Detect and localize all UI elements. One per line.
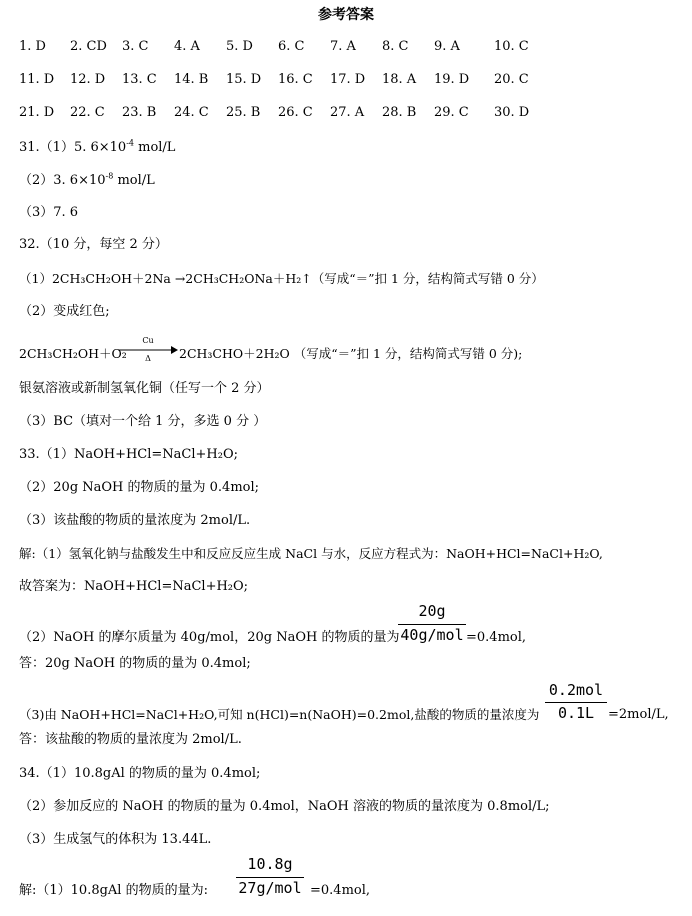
answer-item: 6. C (278, 39, 305, 54)
q34-solution-1-result: =0.4mol, (310, 883, 371, 898)
q32-answer-2: （2）变成红色; (19, 304, 110, 319)
answer-item: 10. C (494, 39, 529, 54)
fraction-bar (236, 877, 304, 878)
answer-item: 20. C (494, 72, 529, 87)
answer-item: 14. B (174, 72, 209, 87)
answer-item: 4. A (174, 39, 200, 54)
answer-item: 1. D (19, 39, 46, 54)
q33-solution-3-result: =0.4mol, (466, 630, 527, 645)
answer-item: 17. D (330, 72, 366, 87)
q34-answer-3: （3）生成氢气的体积为 13.44L. (19, 832, 212, 847)
q33-solution-3-text: （2）NaOH 的摩尔质量为 40g/mol，20g NaOH 的物质的量为 (19, 630, 400, 645)
answer-item: 27. A (330, 105, 365, 120)
answer-item: 9. A (434, 39, 460, 54)
q33-solution-4: 答：20g NaOH 的物质的量为 0.4mol; (19, 656, 251, 671)
answer-item: 5. D (226, 39, 253, 54)
answer-item: 25. B (226, 105, 261, 120)
answer-item: 12. D (70, 72, 106, 87)
answer-item: 15. D (226, 72, 262, 87)
answer-item: 8. C (382, 39, 409, 54)
answer-item: 30. D (494, 105, 530, 120)
q31-line-2: （2）3. $6\times 10^{-8}$ mol/L (19, 171, 155, 188)
answer-item: 26. C (278, 105, 313, 120)
fraction-bar (545, 702, 607, 703)
q33-solution-5-result: =2mol/L, (608, 707, 669, 722)
q33-solution-2: 故答案为：NaOH+HCl=NaCl+H₂O; (19, 579, 249, 594)
answer-item: 24. C (174, 105, 209, 120)
q33-solution-1: 解:（1）氢氧化钠与盐酸发生中和反应反应生成 NaCl 与水，反应方程式为：NaOH+HCl=NaCl+H₂O, (19, 546, 603, 561)
q33-answer-2: （2）20g NaOH 的物质的量为 0.4mol; (19, 480, 260, 495)
fraction-numerator: 0.2mol (548, 681, 604, 699)
fraction-denominator: 0.1L (557, 704, 595, 722)
q32-equation-left: 2CH₃CH₂OH＋O₂ (19, 346, 127, 361)
q34-solution-1-text: 解:（1）10.8gAl 的物质的量为: (19, 883, 208, 898)
q34-answer-1: 34.（1）10.8gAl 的物质的量为 0.4mol; (19, 766, 261, 781)
q33-answer-3: （3）该盐酸的物质的量浓度为 2mol/L. (19, 513, 251, 528)
arrow-condition: Δ (145, 354, 151, 363)
answer-item: 7. A (330, 39, 356, 54)
fraction-denominator: 40g/mol (400, 626, 464, 644)
fraction-numerator: 10.8g (247, 855, 293, 873)
reaction-arrow (118, 336, 178, 366)
q32-answer-3: （3）BC（填对一个给 1 分，多选 0 分 ） (19, 414, 267, 429)
answer-item: 2. CD (70, 39, 107, 54)
answer-item: 29. C (434, 105, 469, 120)
answer-item: 13. C (122, 72, 157, 87)
q33-solution-5-text: （3)由 NaOH+HCl=NaCl+H₂O,可知 n(HCl)=n(NaOH)=0.2mol,盐酸的物质的量浓度为 (19, 707, 540, 722)
answer-item: 18. A (382, 72, 417, 87)
fraction-bar (398, 624, 466, 625)
answer-item: 23. B (122, 105, 157, 120)
q31-line-1: 31.（1）5. $6\times 10^{-4}$ mol/L (19, 138, 176, 155)
q32-equation-right: 2CH₃CHO＋2H₂O （写成“＝”扣 1 分，结构简式写错 0 分); (179, 346, 523, 361)
answer-item: 28. B (382, 105, 417, 120)
q31-line-3: （3）7. 6 (19, 205, 79, 220)
arrow-catalyst: Cu (142, 336, 154, 345)
fraction-20g-over-40gmol (398, 602, 466, 646)
answer-item: 16. C (278, 72, 313, 87)
q33-solution-6: 答：该盐酸的物质的量浓度为 2mol/L. (19, 732, 242, 747)
answer-item: 19. D (434, 72, 470, 87)
answer-item: 22. C (70, 105, 105, 120)
q34-answer-2: （2）参加反应的 NaOH 的物质的量为 0.4mol，NaOH 溶液的物质的量浓度为 0.8mol/L; (19, 799, 550, 814)
answer-item: 11. D (19, 72, 55, 87)
fraction-10.8g-over-27gmol (236, 855, 304, 899)
q32-heading: 32.（10 分，每空 2 分） (19, 237, 168, 252)
answer-item: 21. D (19, 105, 55, 120)
q33-answer-1: 33.（1）NaOH+HCl=NaCl+H₂O; (19, 447, 239, 462)
fraction-denominator: 27g/mol (238, 879, 302, 897)
fraction-numerator: 20g (418, 602, 446, 620)
answer-item: 3. C (122, 39, 149, 54)
fraction-0.2mol-over-0.1L (545, 681, 607, 725)
page-title: 参考答案 (318, 7, 374, 23)
q32-answer-1: （1）2CH₃CH₂OH＋2Na →2CH₃CH₂ONa＋H₂↑（写成“＝”扣 1 分，结构简式写错 0 分） (19, 271, 544, 286)
q32-answer-reagent: 银氨溶液或新制氢氧化铜（任写一个 2 分） (19, 381, 270, 396)
